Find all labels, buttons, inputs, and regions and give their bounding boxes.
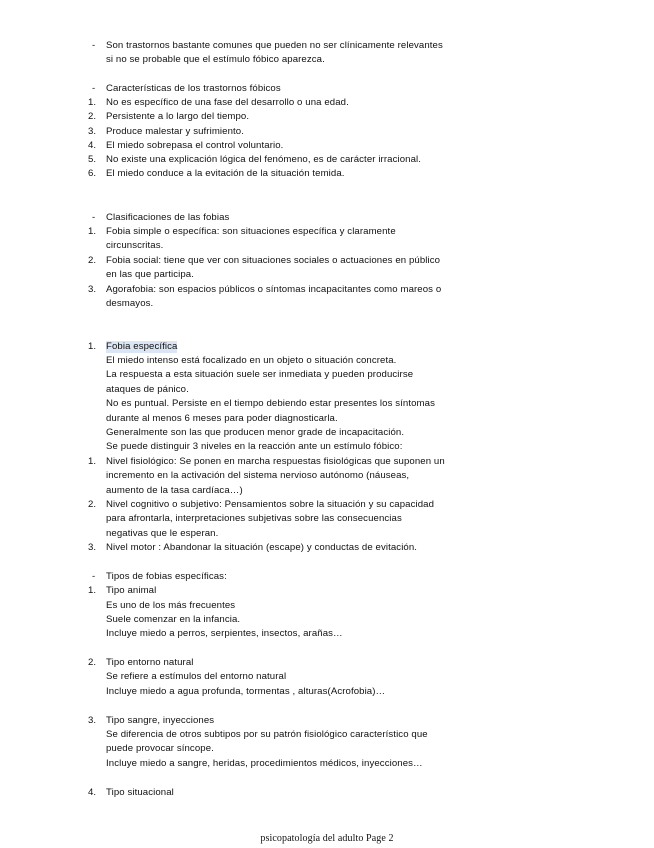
paragraph-line: durante al menos 6 meses para poder diagnosticarla. — [106, 413, 338, 424]
list-number: 1. — [88, 585, 97, 596]
list-item: Fobia social: tiene que ver con situaciones sociales o actuaciones en público — [106, 255, 441, 266]
paragraph-line: Son trastornos bastante comunes que pueden no ser clínicamente relevantes — [106, 40, 443, 51]
paragraph-line: si no se probable que el estímulo fóbico aparezca. — [106, 54, 325, 65]
dash-marker: - — [92, 212, 96, 223]
paragraph-line: puede provocar síncope. — [106, 743, 214, 754]
list-number: 1. — [88, 341, 97, 352]
paragraph-line: Incluye miedo a sangre, heridas, procedimientos médicos, inyecciones… — [106, 758, 423, 769]
section-heading: Clasificaciones de las fobias — [106, 212, 230, 223]
list-number: 4. — [88, 140, 97, 151]
list-number: 4. — [88, 787, 97, 798]
paragraph-line: La respuesta a esta situación suele ser inmediata y pueden producirse — [106, 369, 414, 380]
list-item: Produce malestar y sufrimiento. — [106, 126, 244, 137]
dash-marker: - — [92, 40, 96, 51]
paragraph-line: El miedo intenso está focalizado en un objeto o situación concreta. — [106, 355, 397, 366]
subsection-title: Tipo animal — [106, 585, 157, 596]
paragraph-line: Incluye miedo a agua profunda, tormentas , alturas(Acrofobia)… — [106, 686, 386, 697]
subsection-title: Tipo situacional — [106, 787, 174, 798]
section-heading: Tipos de fobias específicas: — [106, 571, 227, 582]
list-number: 6. — [88, 168, 97, 179]
paragraph-line: Es uno de los más frecuentes — [106, 600, 236, 611]
section-title-highlighted: Fobia específica — [106, 341, 178, 352]
dash-marker: - — [92, 83, 96, 94]
list-item: El miedo sobrepasa el control voluntario. — [106, 140, 284, 151]
list-item-continuation: incremento en la activación del sistema nervioso autónomo (náuseas, — [106, 470, 410, 481]
list-number: 3. — [88, 542, 97, 553]
list-item-continuation: circunscritas. — [106, 240, 164, 251]
list-number: 2. — [88, 499, 97, 510]
list-item-continuation: negativas que le esperan. — [106, 528, 219, 539]
paragraph-line: Se refiere a estímulos del entorno natural — [106, 671, 287, 682]
list-item-continuation: en las que participa. — [106, 269, 194, 280]
list-item: El miedo conduce a la evitación de la situación temida. — [106, 168, 345, 179]
subsection-title: Tipo entorno natural — [106, 657, 194, 668]
list-number: 2. — [88, 111, 97, 122]
list-number: 1. — [88, 456, 97, 467]
list-item-continuation: para afrontarla, interpretaciones subjetivas sobre las consecuencias — [106, 513, 402, 524]
paragraph-line: No es puntual. Persiste en el tiempo debiendo estar presentes los síntomas — [106, 398, 435, 409]
list-number: 3. — [88, 715, 97, 726]
list-item: Persistente a lo largo del tiempo. — [106, 111, 250, 122]
list-number: 3. — [88, 126, 97, 137]
list-number: 1. — [88, 97, 97, 108]
page-footer: psicopatología del adulto Page 2 — [260, 833, 394, 844]
list-item: Nivel fisiológico: Se ponen en marcha respuestas fisiológicas que suponen un — [106, 456, 445, 467]
subsection-title: Tipo sangre, inyecciones — [106, 715, 215, 726]
paragraph-line: Generalmente son las que producen menor grade de incapacitación. — [106, 427, 405, 438]
list-number: 1. — [88, 226, 97, 237]
paragraph-line: Se diferencia de otros subtipos por su patrón fisiológico característico que — [106, 729, 428, 740]
list-number: 2. — [88, 255, 97, 266]
paragraph-line: ataques de pánico. — [106, 384, 189, 395]
list-item: Nivel cognitivo o subjetivo: Pensamientos sobre la situación y su capacidad — [106, 499, 434, 510]
paragraph-line: Se puede distinguir 3 niveles en la reacción ante un estímulo fóbico: — [106, 441, 403, 452]
list-item: No es específico de una fase del desarrollo o una edad. — [106, 97, 349, 108]
list-item: Agorafobia: son espacios públicos o síntomas incapacitantes como mareos o — [106, 284, 442, 295]
list-number: 2. — [88, 657, 97, 668]
list-item: Nivel motor : Abandonar la situación (escape) y conductas de evitación. — [106, 542, 418, 553]
section-heading: Características de los trastornos fóbicos — [106, 83, 281, 94]
list-item: No existe una explicación lógica del fenómeno, es de carácter irracional. — [106, 154, 422, 165]
list-item: Fobia simple o específica: son situaciones específica y claramente — [106, 226, 396, 237]
list-item-continuation: aumento de la tasa cardíaca…) — [106, 485, 243, 496]
list-item-continuation: desmayos. — [106, 298, 154, 309]
list-number: 3. — [88, 284, 97, 295]
list-number: 5. — [88, 154, 97, 165]
dash-marker: - — [92, 571, 96, 582]
paragraph-line: Incluye miedo a perros, serpientes, insectos, arañas… — [106, 628, 343, 639]
paragraph-line: Suele comenzar en la infancia. — [106, 614, 241, 625]
